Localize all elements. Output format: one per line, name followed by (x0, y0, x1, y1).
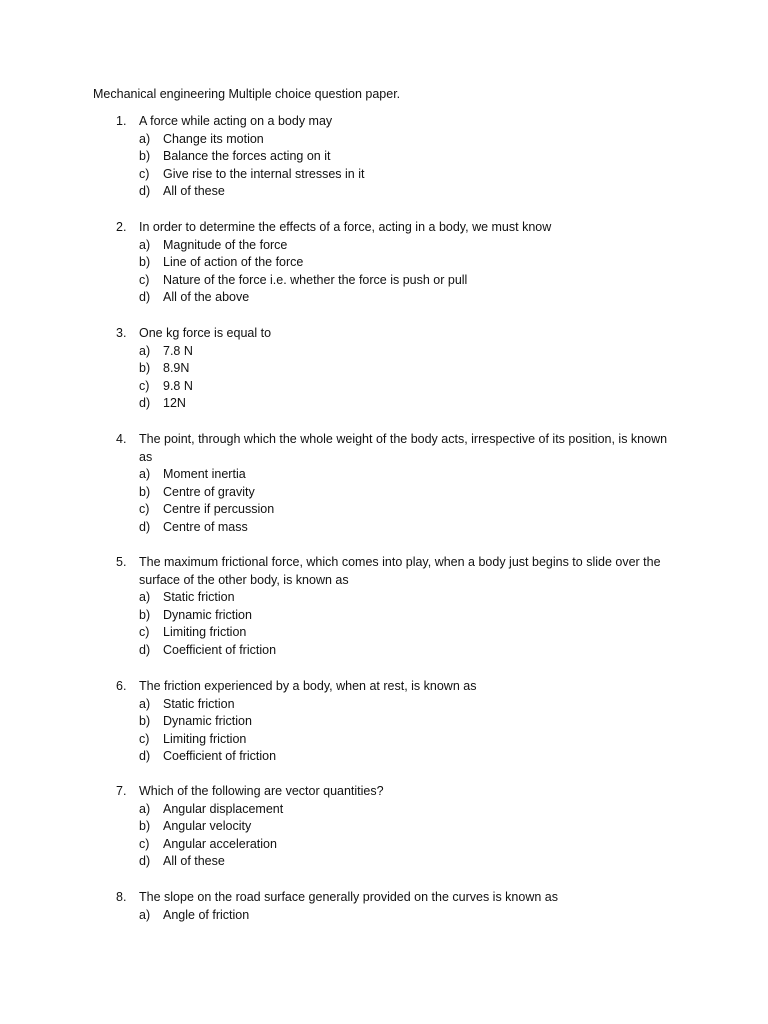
option-text: 7.8 N (163, 343, 193, 358)
option-text: Magnitude of the force (163, 237, 288, 252)
question-2 (0, 219, 768, 307)
option-c (0, 501, 768, 519)
option-d (0, 183, 768, 201)
option-letter: a) (139, 696, 151, 711)
question-5 (0, 554, 768, 660)
question-number: 2. (116, 220, 127, 234)
question-text: The maximum frictional force, which comes into play, when a body just begins to slide over the surface of the other body, is known as (139, 555, 661, 587)
question-number: 8. (116, 890, 127, 904)
option-a (0, 466, 768, 484)
option-a (0, 343, 768, 361)
option-a (0, 131, 768, 149)
option-text: Centre of mass (163, 519, 248, 534)
option-text: All of these (163, 184, 225, 199)
question-6 (0, 678, 768, 766)
option-a (0, 801, 768, 819)
option-text: Balance the forces acting on it (163, 149, 331, 164)
option-b (0, 818, 768, 836)
option-letter: b) (139, 714, 151, 729)
option-letter: d) (139, 642, 151, 657)
option-a (0, 907, 768, 925)
document-title: Mechanical engineering Multiple choice question paper. (93, 87, 401, 101)
option-a (0, 237, 768, 255)
option-a (0, 696, 768, 714)
option-text: Coefficient of friction (163, 642, 277, 657)
option-letter: a) (139, 343, 151, 358)
option-letter: a) (139, 801, 151, 816)
option-d (0, 395, 768, 413)
option-c (0, 378, 768, 396)
answer-options (0, 696, 768, 766)
option-letter: c) (139, 166, 150, 181)
option-letter: b) (139, 149, 151, 164)
option-b (0, 360, 768, 378)
answer-options (0, 466, 768, 536)
question-text: The friction experienced by a body, when at rest, is known as (139, 679, 477, 693)
option-letter: a) (139, 590, 151, 605)
option-letter: c) (139, 502, 150, 517)
option-text: All of these (163, 854, 225, 869)
question-number: 1. (116, 114, 127, 128)
option-letter: d) (139, 396, 151, 411)
question-text: The point, through which the whole weight of the body acts, irrespective of its position, is known as (139, 432, 668, 464)
option-c (0, 731, 768, 749)
answer-options (0, 801, 768, 871)
question-4 (0, 431, 768, 537)
answer-options (0, 131, 768, 201)
option-letter: d) (139, 519, 151, 534)
question-number: 5. (116, 555, 127, 569)
option-letter: a) (139, 907, 151, 922)
option-letter: c) (139, 272, 150, 287)
option-b (0, 484, 768, 502)
option-letter: d) (139, 184, 151, 199)
option-letter: b) (139, 484, 151, 499)
option-d (0, 289, 768, 307)
option-letter: a) (139, 467, 151, 482)
option-text: 9.8 N (163, 378, 193, 393)
option-letter: b) (139, 361, 151, 376)
option-letter: d) (139, 854, 151, 869)
option-letter: a) (139, 237, 151, 252)
option-letter: b) (139, 819, 151, 834)
question-number: 6. (116, 679, 127, 693)
question-text: Which of the following are vector quantities? (139, 784, 384, 798)
question-text: A force while acting on a body may (139, 114, 333, 128)
answer-options (0, 237, 768, 307)
option-text: All of the above (163, 290, 250, 305)
question-number: 3. (116, 326, 127, 340)
option-text: Change its motion (163, 131, 264, 146)
answer-options (0, 589, 768, 659)
option-a (0, 589, 768, 607)
option-text: Static friction (163, 696, 235, 711)
question-number: 4. (116, 432, 127, 446)
option-text: 12N (163, 396, 186, 411)
option-text: Angular acceleration (163, 836, 277, 851)
question-text: One kg force is equal to (139, 326, 272, 340)
question-number: 7. (116, 784, 127, 798)
option-text: Limiting friction (163, 731, 247, 746)
option-b (0, 713, 768, 731)
option-d (0, 519, 768, 537)
option-letter: c) (139, 378, 150, 393)
option-d (0, 748, 768, 766)
option-text: Angle of friction (163, 907, 250, 922)
option-text: Limiting friction (163, 625, 247, 640)
option-b (0, 148, 768, 166)
answer-options (0, 343, 768, 413)
option-text: Dynamic friction (163, 607, 252, 622)
option-c (0, 272, 768, 290)
option-c (0, 836, 768, 854)
option-text: Line of action of the force (163, 255, 304, 270)
option-b (0, 254, 768, 272)
option-letter: d) (139, 749, 151, 764)
option-letter: b) (139, 255, 151, 270)
option-c (0, 624, 768, 642)
option-letter: b) (139, 607, 151, 622)
option-d (0, 853, 768, 871)
option-text: Angular displacement (163, 801, 284, 816)
option-letter: d) (139, 290, 151, 305)
option-text: Give rise to the internal stresses in it (163, 166, 365, 181)
option-text: Centre of gravity (163, 484, 255, 499)
option-text: Dynamic friction (163, 714, 252, 729)
answer-options (0, 907, 768, 925)
option-c (0, 166, 768, 184)
option-text: Centre if percussion (163, 502, 275, 517)
option-letter: c) (139, 625, 150, 640)
option-text: Moment inertia (163, 467, 246, 482)
option-d (0, 642, 768, 660)
question-3 (0, 325, 768, 413)
question-1 (0, 113, 768, 201)
question-8 (0, 889, 768, 925)
option-text: Nature of the force i.e. whether the force is push or pull (163, 272, 468, 287)
option-text: 8.9N (163, 361, 190, 376)
option-text: Static friction (163, 590, 235, 605)
question-text: The slope on the road surface generally provided on the curves is known as (139, 890, 558, 904)
option-text: Angular velocity (163, 819, 252, 834)
question-text: In order to determine the effects of a force, acting in a body, we must know (139, 220, 552, 234)
question-7 (0, 783, 768, 871)
option-text: Coefficient of friction (163, 749, 277, 764)
option-letter: c) (139, 731, 150, 746)
option-letter: c) (139, 836, 150, 851)
option-b (0, 607, 768, 625)
option-letter: a) (139, 131, 151, 146)
